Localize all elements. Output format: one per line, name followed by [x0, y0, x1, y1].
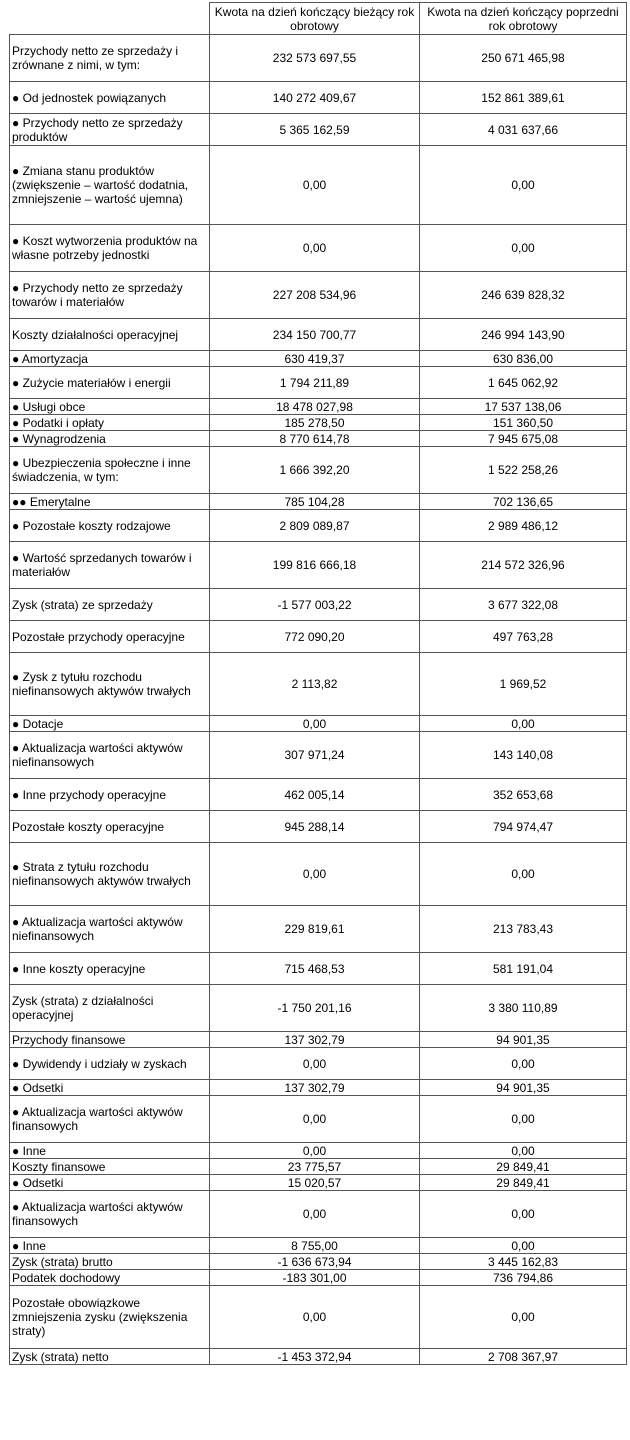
- row-label: Koszty działalności operacyjnej: [10, 319, 210, 351]
- row-previous-value: 2 708 367,97: [420, 1349, 627, 1365]
- table-row: [10, 272, 627, 319]
- table-row: [10, 811, 627, 843]
- row-current-value: 15 020,57: [210, 1175, 420, 1191]
- table-row: [10, 653, 627, 716]
- row-previous-value: 213 783,43: [420, 906, 627, 953]
- row-label: ● Inne przychody operacyjne: [10, 779, 210, 811]
- row-current-value: 229 819,61: [210, 906, 420, 953]
- table-header-row: [10, 3, 627, 35]
- row-previous-value: 29 849,41: [420, 1175, 627, 1191]
- table-row: [10, 1191, 627, 1238]
- row-current-value: 8 770 614,78: [210, 431, 420, 447]
- row-current-value: 8 755,00: [210, 1238, 420, 1254]
- row-label: ● Koszt wytworzenia produktów na własne potrzeby jednostki: [10, 225, 210, 272]
- row-label: ● Usługi obce: [10, 399, 210, 415]
- row-current-value: -1 750 201,16: [210, 985, 420, 1032]
- row-previous-value: 152 861 389,61: [420, 82, 627, 114]
- row-label: ● Przychody netto ze sprzedaży produktów: [10, 114, 210, 146]
- table-row: [10, 953, 627, 985]
- header-current-year: Kwota na dzień kończący bieżący rok obrotowy: [210, 3, 420, 35]
- table-row: [10, 1349, 627, 1365]
- row-current-value: 785 104,28: [210, 494, 420, 510]
- row-label: Przychody netto ze sprzedaży i zrównane z nimi, w tym:: [10, 35, 210, 82]
- table-row: [10, 1238, 627, 1254]
- row-current-value: 140 272 409,67: [210, 82, 420, 114]
- table-row: [10, 431, 627, 447]
- table-row: [10, 732, 627, 779]
- row-label: Podatek dochodowy: [10, 1270, 210, 1286]
- row-previous-value: 151 360,50: [420, 415, 627, 431]
- row-previous-value: 3 677 322,08: [420, 589, 627, 621]
- row-current-value: 0,00: [210, 146, 420, 225]
- row-current-value: 0,00: [210, 843, 420, 906]
- row-previous-value: 17 537 138,06: [420, 399, 627, 415]
- row-previous-value: 352 653,68: [420, 779, 627, 811]
- row-label: Pozostałe obowiązkowe zmniejszenia zysku (zwiększenia straty): [10, 1286, 210, 1349]
- table-row: [10, 985, 627, 1032]
- row-label: ● Przychody netto ze sprzedaży towarów i materiałów: [10, 272, 210, 319]
- row-previous-value: 0,00: [420, 1143, 627, 1159]
- row-previous-value: 0,00: [420, 1238, 627, 1254]
- table-row: [10, 415, 627, 431]
- row-label: ● Wartość sprzedanych towarów i materiałów: [10, 542, 210, 589]
- row-label: Zysk (strata) netto: [10, 1349, 210, 1365]
- row-current-value: 1 794 211,89: [210, 367, 420, 399]
- row-label: ● Zysk z tytułu rozchodu niefinansowych aktywów trwałych: [10, 653, 210, 716]
- table-row: [10, 1175, 627, 1191]
- row-current-value: 715 468,53: [210, 953, 420, 985]
- row-label: ● Dotacje: [10, 716, 210, 732]
- row-previous-value: 246 994 143,90: [420, 319, 627, 351]
- row-label: ● Aktualizacja wartości aktywów niefinansowych: [10, 906, 210, 953]
- row-previous-value: 0,00: [420, 1096, 627, 1143]
- row-previous-value: 702 136,65: [420, 494, 627, 510]
- row-current-value: 137 302,79: [210, 1032, 420, 1048]
- row-previous-value: 497 763,28: [420, 621, 627, 653]
- row-label: Zysk (strata) ze sprzedaży: [10, 589, 210, 621]
- row-current-value: -1 577 003,22: [210, 589, 420, 621]
- row-label: ● Amortyzacja: [10, 351, 210, 367]
- row-previous-value: 3 380 110,89: [420, 985, 627, 1032]
- row-label: ● Wynagrodzenia: [10, 431, 210, 447]
- row-label: ● Inne: [10, 1143, 210, 1159]
- row-previous-value: 0,00: [420, 1191, 627, 1238]
- row-label: Pozostałe koszty operacyjne: [10, 811, 210, 843]
- row-previous-value: 0,00: [420, 1286, 627, 1349]
- row-label: ● Dywidendy i udziały w zyskach: [10, 1048, 210, 1080]
- row-current-value: -183 301,00: [210, 1270, 420, 1286]
- table-row: [10, 367, 627, 399]
- row-label: ● Strata z tytułu rozchodu niefinansowych aktywów trwałych: [10, 843, 210, 906]
- financial-statement-table: [9, 2, 627, 1365]
- row-current-value: -1 453 372,94: [210, 1349, 420, 1365]
- row-previous-value: 4 031 637,66: [420, 114, 627, 146]
- row-previous-value: 7 945 675,08: [420, 431, 627, 447]
- row-current-value: 0,00: [210, 1096, 420, 1143]
- table-row: [10, 589, 627, 621]
- row-previous-value: 0,00: [420, 146, 627, 225]
- row-previous-value: 94 901,35: [420, 1032, 627, 1048]
- row-previous-value: 2 989 486,12: [420, 510, 627, 542]
- row-previous-value: 630 836,00: [420, 351, 627, 367]
- row-current-value: 0,00: [210, 1191, 420, 1238]
- row-current-value: 23 775,57: [210, 1159, 420, 1175]
- row-current-value: 227 208 534,96: [210, 272, 420, 319]
- row-current-value: 232 573 697,55: [210, 35, 420, 82]
- row-previous-value: 246 639 828,32: [420, 272, 627, 319]
- row-label: ● Podatki i opłaty: [10, 415, 210, 431]
- row-previous-value: 0,00: [420, 1048, 627, 1080]
- table-row: [10, 494, 627, 510]
- row-current-value: 0,00: [210, 1286, 420, 1349]
- row-label: Zysk (strata) brutto: [10, 1254, 210, 1270]
- row-current-value: 772 090,20: [210, 621, 420, 653]
- row-current-value: 137 302,79: [210, 1080, 420, 1096]
- table-row: [10, 779, 627, 811]
- table-row: [10, 1032, 627, 1048]
- table-row: [10, 1048, 627, 1080]
- row-previous-value: 250 671 465,98: [420, 35, 627, 82]
- row-current-value: 2 113,82: [210, 653, 420, 716]
- row-label: ● Odsetki: [10, 1175, 210, 1191]
- table-row: [10, 542, 627, 589]
- row-label: ● Pozostałe koszty rodzajowe: [10, 510, 210, 542]
- table-row: [10, 1096, 627, 1143]
- row-current-value: 0,00: [210, 1048, 420, 1080]
- table-row: [10, 114, 627, 146]
- table-row: [10, 1080, 627, 1096]
- table-row: [10, 351, 627, 367]
- row-previous-value: 794 974,47: [420, 811, 627, 843]
- row-label: Zysk (strata) z działalności operacyjnej: [10, 985, 210, 1032]
- row-current-value: 0,00: [210, 716, 420, 732]
- header-blank-cell: [10, 3, 210, 35]
- row-current-value: 234 150 700,77: [210, 319, 420, 351]
- row-label: ● Inne: [10, 1238, 210, 1254]
- row-label: Koszty finansowe: [10, 1159, 210, 1175]
- row-label: ● Inne koszty operacyjne: [10, 953, 210, 985]
- row-previous-value: 1 645 062,92: [420, 367, 627, 399]
- table-row: [10, 82, 627, 114]
- table-row: [10, 447, 627, 494]
- row-label: Pozostałe przychody operacyjne: [10, 621, 210, 653]
- row-label: ● Od jednostek powiązanych: [10, 82, 210, 114]
- table-row: [10, 1270, 627, 1286]
- table-row: [10, 621, 627, 653]
- table-row: [10, 1159, 627, 1175]
- header-previous-year: Kwota na dzień kończący poprzedni rok obrotowy: [420, 3, 627, 35]
- row-current-value: 0,00: [210, 1143, 420, 1159]
- row-current-value: -1 636 673,94: [210, 1254, 420, 1270]
- row-label: ● Aktualizacja wartości aktywów finansowych: [10, 1096, 210, 1143]
- row-label: Przychody finansowe: [10, 1032, 210, 1048]
- table-row: [10, 843, 627, 906]
- table-row: [10, 1286, 627, 1349]
- row-previous-value: 3 445 162,83: [420, 1254, 627, 1270]
- table-body: [10, 35, 627, 1365]
- table-row: [10, 399, 627, 415]
- row-current-value: 630 419,37: [210, 351, 420, 367]
- row-previous-value: 94 901,35: [420, 1080, 627, 1096]
- row-current-value: 307 971,24: [210, 732, 420, 779]
- table-row: [10, 225, 627, 272]
- row-previous-value: 143 140,08: [420, 732, 627, 779]
- row-current-value: 0,00: [210, 225, 420, 272]
- row-previous-value: 0,00: [420, 716, 627, 732]
- row-current-value: 18 478 027,98: [210, 399, 420, 415]
- row-previous-value: 736 794,86: [420, 1270, 627, 1286]
- table-row: [10, 35, 627, 82]
- table-row: [10, 1143, 627, 1159]
- row-previous-value: 0,00: [420, 843, 627, 906]
- table-row: [10, 510, 627, 542]
- row-current-value: 1 666 392,20: [210, 447, 420, 494]
- table-row: [10, 1254, 627, 1270]
- table-row: [10, 906, 627, 953]
- row-current-value: 945 288,14: [210, 811, 420, 843]
- row-previous-value: 1 522 258,26: [420, 447, 627, 494]
- row-label: ● Zużycie materiałów i energii: [10, 367, 210, 399]
- row-previous-value: 29 849,41: [420, 1159, 627, 1175]
- table-row: [10, 319, 627, 351]
- row-previous-value: 0,00: [420, 225, 627, 272]
- row-label: ●● Emerytalne: [10, 494, 210, 510]
- row-current-value: 185 278,50: [210, 415, 420, 431]
- row-current-value: 2 809 089,87: [210, 510, 420, 542]
- row-current-value: 462 005,14: [210, 779, 420, 811]
- row-previous-value: 214 572 326,96: [420, 542, 627, 589]
- row-label: ● Aktualizacja wartości aktywów niefinansowych: [10, 732, 210, 779]
- row-current-value: 199 816 666,18: [210, 542, 420, 589]
- row-label: ● Zmiana stanu produktów (zwiększenie – wartość dodatnia, zmniejszenie – wartość ujemna): [10, 146, 210, 225]
- row-label: ● Aktualizacja wartości aktywów finansowych: [10, 1191, 210, 1238]
- row-current-value: 5 365 162,59: [210, 114, 420, 146]
- row-label: ● Odsetki: [10, 1080, 210, 1096]
- table-row: [10, 716, 627, 732]
- row-label: ● Ubezpieczenia społeczne i inne świadczenia, w tym:: [10, 447, 210, 494]
- row-previous-value: 581 191,04: [420, 953, 627, 985]
- row-previous-value: 1 969,52: [420, 653, 627, 716]
- table-row: [10, 146, 627, 225]
